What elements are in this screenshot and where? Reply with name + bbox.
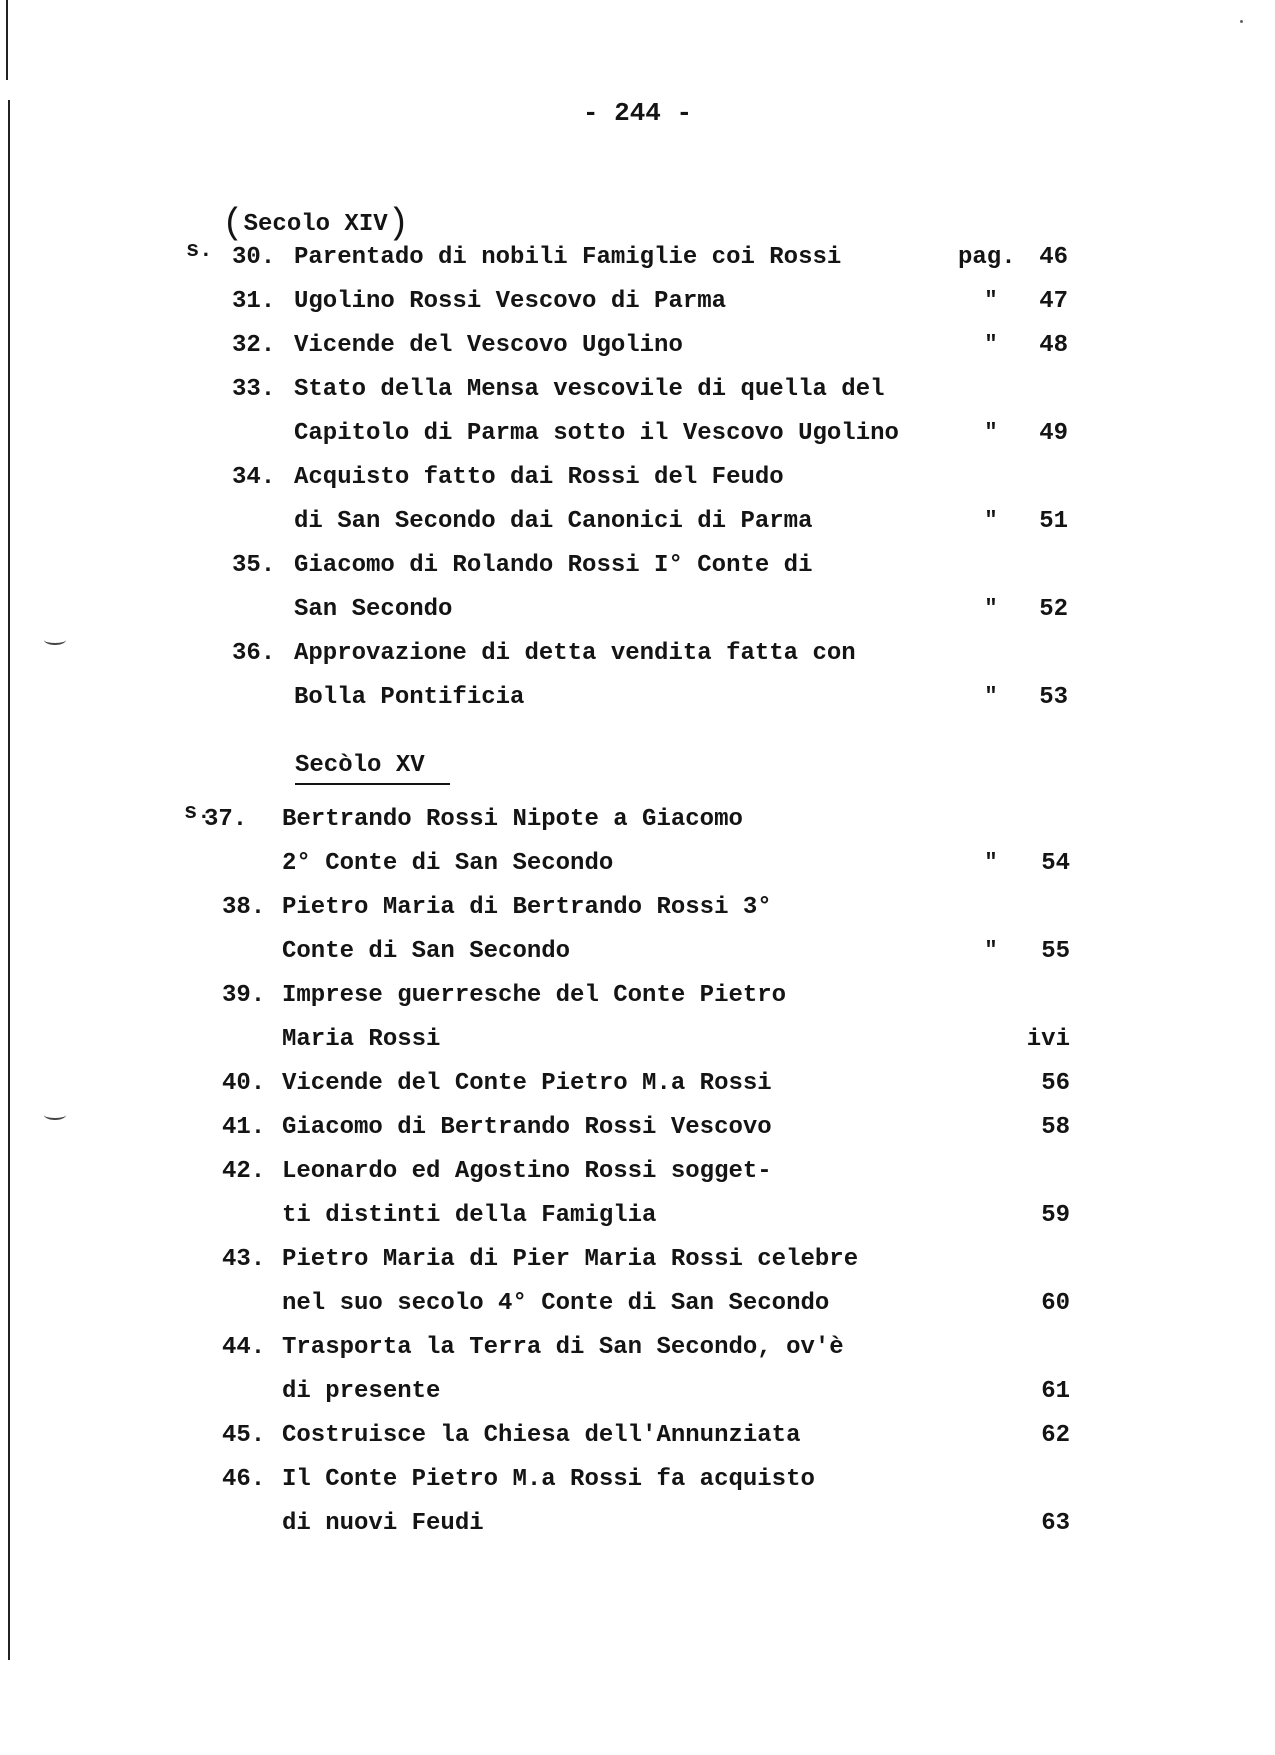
entry-number: 31.	[232, 288, 276, 315]
ditto-mark: "	[984, 850, 998, 875]
toc-entry	[0, 982, 1275, 1014]
toc-entry	[0, 640, 1275, 672]
open-paren: (	[222, 203, 244, 244]
toc-entry	[0, 508, 1275, 540]
entry-title: Vicende del Vescovo Ugolino	[294, 332, 683, 359]
entry-title: Stato della Mensa vescovile di quella del	[294, 376, 885, 403]
entry-number: 33.	[232, 376, 276, 403]
close-paren: )	[387, 203, 410, 244]
entry-title: Bertrando Rossi Nipote a Giacomo	[282, 806, 743, 833]
page-ref: 54	[1041, 850, 1070, 877]
entry-number: 34.	[232, 464, 276, 491]
ditto-mark: "	[984, 508, 998, 533]
page-ref: ivi	[1026, 1026, 1070, 1053]
entry-number: 36.	[232, 640, 276, 667]
heading-text: Secolo XIV	[243, 211, 388, 238]
section-heading-xv: Secòlo XV	[295, 752, 450, 785]
entry-number: 45.	[222, 1422, 266, 1449]
page-number: - 244 -	[582, 98, 693, 128]
toc-entry	[0, 894, 1275, 926]
page-ref: 61	[1041, 1378, 1070, 1405]
entry-title: Acquisto fatto dai Rossi del Feudo	[294, 464, 784, 491]
entry-title: Giacomo di Rolando Rossi I° Conte di	[294, 552, 813, 579]
entry-title: Parentado di nobili Famiglie coi Rossi	[294, 244, 842, 271]
entry-title: Leonardo ed Agostino Rossi sogget-	[282, 1158, 772, 1185]
entry-title: Costruisce la Chiesa dell'Annunziata	[282, 1422, 801, 1449]
entry-title: Conte di San Secondo	[282, 938, 571, 965]
toc-entry	[0, 1158, 1275, 1190]
entry-title: Capitolo di Parma sotto il Vescovo Ugolino	[294, 420, 899, 447]
entry-title: Trasporta la Terra di San Secondo, ov'è	[282, 1334, 844, 1361]
entry-title: Pietro Maria di Pier Maria Rossi celebre	[282, 1246, 859, 1273]
page-ref: 63	[1041, 1510, 1070, 1537]
toc-entry	[0, 596, 1275, 628]
entry-number: 39.	[222, 982, 266, 1009]
ditto-mark: "	[984, 332, 998, 357]
toc-entry	[0, 1466, 1275, 1498]
toc-entry	[0, 238, 1275, 276]
page-ref: 53	[1039, 684, 1068, 711]
entry-title: ti distinti della Famiglia	[282, 1202, 657, 1229]
entry-number: 38.	[222, 894, 266, 921]
entry-number: 41.	[222, 1114, 266, 1141]
entry-title: Pietro Maria di Bertrando Rossi 3°	[282, 894, 772, 921]
entry-title: 2° Conte di San Secondo	[282, 850, 614, 877]
entry-number: 42.	[222, 1158, 266, 1185]
page-ref: 60	[1041, 1290, 1070, 1317]
page-ref: 62	[1041, 1422, 1070, 1449]
toc-entry	[0, 1202, 1275, 1234]
page-ref: 51	[1039, 508, 1068, 535]
page-ref: 46	[1039, 244, 1068, 271]
entry-title: Ugolino Rossi Vescovo di Parma	[294, 288, 727, 315]
entry-title: Maria Rossi	[282, 1026, 441, 1053]
entry-title: Bolla Pontificia	[294, 684, 525, 711]
section-marker: s.	[186, 238, 213, 263]
toc-entry	[0, 1070, 1275, 1102]
entry-number: 32.	[232, 332, 276, 359]
page-ref: 49	[1039, 420, 1068, 447]
entry-title: nel suo secolo 4° Conte di San Secondo	[282, 1290, 830, 1317]
toc-entry	[0, 850, 1275, 882]
pag-label: pag.	[958, 244, 1016, 271]
entry-title: Imprese guerresche del Conte Pietro	[282, 982, 787, 1009]
entry-number: 44.	[222, 1334, 266, 1361]
toc-entry	[0, 684, 1275, 716]
entry-title: Giacomo di Bertrando Rossi Vescovo	[282, 1114, 772, 1141]
toc-entry	[0, 1246, 1275, 1278]
entry-title: Approvazione di detta vendita fatta con	[294, 640, 856, 667]
entry-number: 43.	[222, 1246, 266, 1273]
entry-number: 35.	[232, 552, 276, 579]
toc-entry	[0, 1510, 1275, 1542]
ditto-mark: "	[984, 288, 998, 313]
ditto-mark: "	[984, 684, 998, 709]
entry-number: 40.	[222, 1070, 266, 1097]
toc-entry	[0, 332, 1275, 364]
toc-entry	[0, 288, 1275, 320]
toc-entry	[0, 464, 1275, 496]
ditto-mark: "	[984, 596, 998, 621]
ditto-mark: "	[984, 420, 998, 445]
page-ref: 48	[1039, 332, 1068, 359]
page-ref: 52	[1039, 596, 1068, 623]
page-ref: 59	[1041, 1202, 1070, 1229]
entry-number: 46.	[222, 1466, 266, 1493]
toc-entry	[0, 1334, 1275, 1366]
scan-edge-top	[6, 0, 8, 80]
entry-title: di nuovi Feudi	[282, 1510, 484, 1537]
entry-title: Vicende del Conte Pietro M.a Rossi	[282, 1070, 772, 1097]
toc-entry	[0, 1378, 1275, 1410]
ditto-mark: "	[984, 938, 998, 963]
toc-entry	[0, 552, 1275, 584]
toc-entry	[0, 1290, 1275, 1322]
entry-number: 30.	[232, 244, 276, 271]
page-ref: 47	[1039, 288, 1068, 315]
page-ref: 58	[1041, 1114, 1070, 1141]
toc-entry	[0, 1026, 1275, 1058]
entry-number: 37.	[204, 806, 248, 833]
entry-title: di San Secondo dai Canonici di Parma	[294, 508, 813, 535]
toc-entry	[0, 376, 1275, 408]
entry-title: San Secondo	[294, 596, 453, 623]
toc-entry	[0, 1422, 1275, 1454]
section-heading-xiv	[222, 200, 410, 244]
entry-title: Il Conte Pietro M.a Rossi fa acquisto	[282, 1466, 815, 1493]
toc-entry	[0, 420, 1275, 452]
toc-entry	[0, 938, 1275, 970]
toc-entry	[0, 800, 1275, 838]
section-marker: s.	[184, 800, 211, 825]
entry-title: di presente	[282, 1378, 441, 1405]
scan-dot	[1240, 20, 1243, 23]
toc-entry	[0, 1114, 1275, 1146]
page-ref: 55	[1041, 938, 1070, 965]
page-ref: 56	[1041, 1070, 1070, 1097]
